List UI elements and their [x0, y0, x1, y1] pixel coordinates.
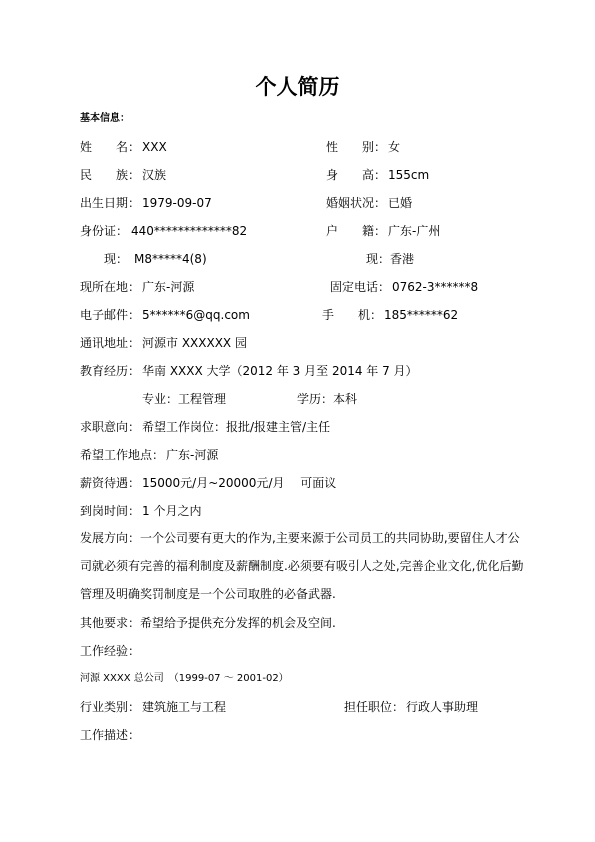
major-label: 专业： [142, 392, 179, 406]
ethnicity-label: 民 族： [80, 168, 141, 182]
id-value: 440*************82 [131, 224, 248, 238]
mobile-value: 185******62 [384, 308, 459, 322]
workplace-value: 广东-河源 [166, 448, 219, 462]
height-label: 身 高： [326, 168, 387, 182]
name-label: 姓 名： [80, 140, 141, 154]
height-value: 155cm [388, 168, 430, 182]
address-label: 通讯地址： [80, 336, 141, 350]
industry-label: 行业类别： [80, 700, 141, 714]
mobile-label: 手 机： [322, 308, 383, 322]
workplace-label: 希望工作地点： [80, 448, 165, 462]
arrival-value: 1 个月之内 [142, 504, 202, 518]
id-label: 身份证： [80, 224, 129, 238]
intent-label: 求职意向： [80, 420, 141, 434]
other-requirements: 其他要求：希望给予提供充分发挥的机会及空间. [80, 616, 336, 630]
page-title: 个人简历 [255, 75, 340, 99]
email-value: 5******6@qq.com [142, 308, 250, 322]
education-value: 华南 XXXX 大学（2012 年 3 月至 2014 年 7 月） [142, 364, 418, 378]
degree-value: 本科 [333, 392, 358, 406]
work-experience-heading: 工作经验： [80, 644, 141, 658]
native-value: 广东-广州 [388, 224, 441, 238]
arrival-label: 到岗时间： [80, 504, 141, 518]
intent-value: 希望工作岗位：报批/报建主管/主任 [142, 420, 331, 434]
basic-info-heading: 基本信息： [80, 113, 130, 124]
now-label: 现： [104, 252, 129, 266]
salary-label: 薪资待遇： [80, 476, 141, 490]
name-value: XXX [142, 140, 167, 154]
major-value: 工程管理 [178, 392, 227, 406]
now2-value: 香港 [390, 252, 415, 266]
education-label: 教育经历： [80, 364, 141, 378]
email-label: 电子邮件： [80, 308, 141, 322]
industry-value: 建筑施工与工程 [142, 700, 227, 714]
work-description-label: 工作描述： [80, 728, 141, 742]
native-label: 户 籍： [326, 224, 387, 238]
position-value: 行政人事助理 [406, 700, 479, 714]
birth-label: 出生日期： [80, 196, 141, 210]
location-value: 广东-河源 [142, 280, 195, 294]
birth-value: 1979-09-07 [142, 196, 212, 210]
location-label: 现所在地： [80, 280, 141, 294]
degree-label: 学历： [297, 392, 334, 406]
gender-label: 性 别： [326, 140, 387, 154]
ethnicity-value: 汉族 [142, 168, 167, 182]
phone-value: 0762-3******8 [392, 280, 479, 294]
marital-label: 婚姻状况： [326, 196, 387, 210]
salary-value: 15000元/月~20000元/月 可面议 [142, 476, 337, 490]
position-label: 担任职位： [344, 700, 405, 714]
now-value: M8*****4(8) [134, 252, 207, 266]
marital-value: 已婚 [388, 196, 413, 210]
now2-label: 现： [366, 252, 391, 266]
company-entry: 河源 XXXX 总公司 （1999-07 ～ 2001-02） [80, 673, 289, 684]
gender-value: 女 [388, 140, 401, 154]
phone-label: 固定电话： [330, 280, 391, 294]
address-value: 河源市 XXXXXX 园 [142, 336, 247, 350]
development-paragraph: 发展方向：一个公司要有更大的作为,主要来源于公司员工的共同协助,要留住人才公司就必须有完善的福利制度及薪酬制度.必须要有吸引人之处,完善企业文化,优化后勤管理及明确奖罚制度是一个公司取胜的必备武器. [80, 531, 524, 601]
